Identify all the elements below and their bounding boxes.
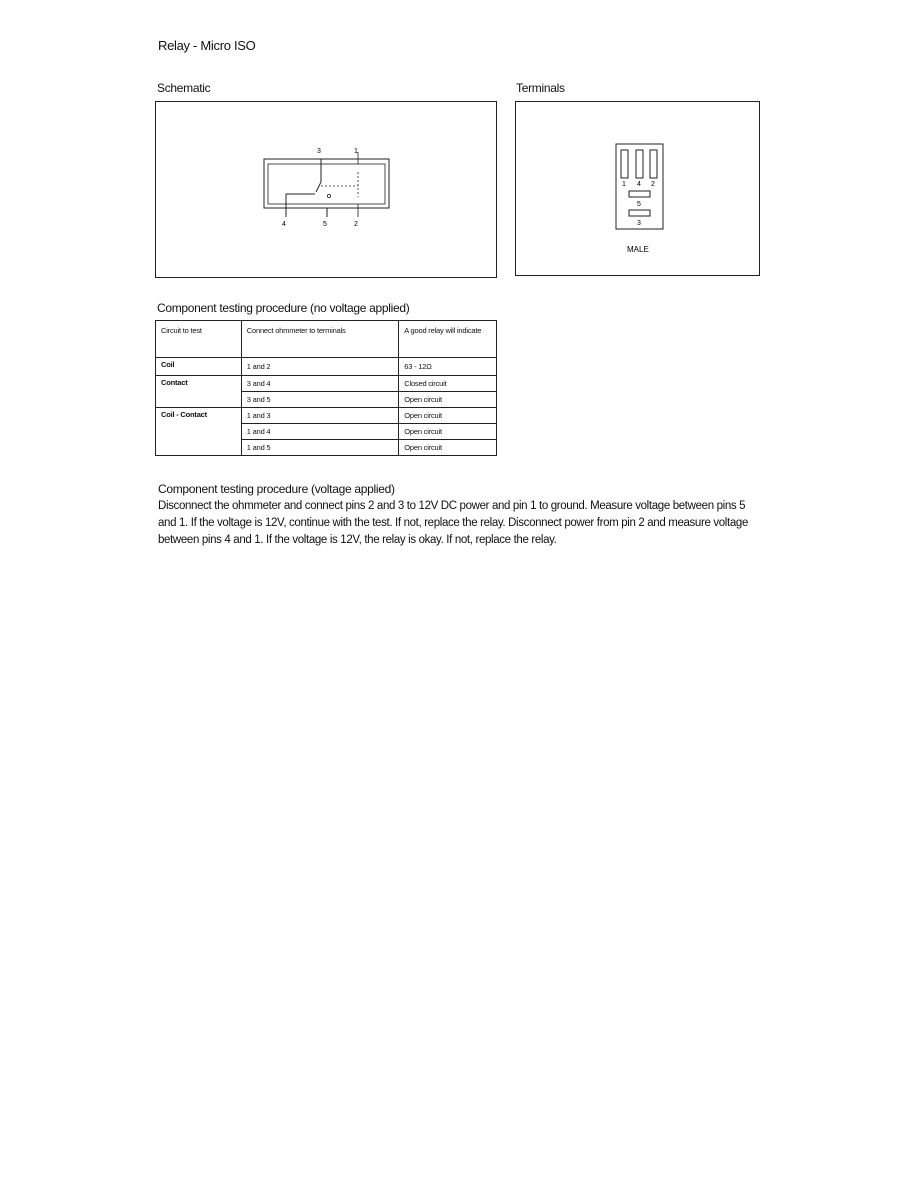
terminal-pin-4-label: 4 — [637, 181, 641, 188]
page-title: Relay - Micro ISO — [158, 38, 256, 53]
result-cell: Open circuit — [399, 440, 497, 456]
terminals-cell: 1 and 2 — [241, 358, 398, 376]
table-header-row — [156, 321, 497, 358]
circuit-cell: Coil — [156, 358, 242, 376]
no-voltage-test-table — [155, 320, 497, 456]
terminals-cell: 3 and 4 — [241, 376, 398, 392]
schematic-panel — [155, 101, 497, 278]
terminals-cell: 3 and 5 — [241, 392, 398, 408]
result-cell: Open circuit — [399, 408, 497, 424]
connector-diagram — [516, 102, 759, 275]
terminal-pin-3-label: 3 — [637, 220, 641, 227]
terminal-pin-5-label: 5 — [637, 201, 641, 208]
schematic-pin-3-label: 3 — [317, 148, 321, 155]
terminal-pin-2-label: 2 — [651, 181, 655, 188]
result-cell: Closed circuit — [399, 376, 497, 392]
schematic-pin-4-label: 4 — [282, 221, 286, 228]
table-row — [156, 358, 497, 376]
schematic-pin-5-label: 5 — [323, 221, 327, 228]
terminals-cell: 1 and 3 — [241, 408, 398, 424]
voltage-test-instructions: Disconnect the ohmmeter and connect pins 2 and 3 to 12V DC power and pin 1 to ground. Measure voltage between pins 5 and 1. If the voltage is 12V, continue with the test. If not, replace the relay. Disconnect power from pin 2 and measure voltage between pins 4 and 1. If the voltage is 12V, the relay is okay. If not, replace the relay. — [158, 500, 748, 546]
voltage-test-heading: Component testing procedure (voltage applied) — [158, 482, 395, 496]
no-voltage-test-heading: Component testing procedure (no voltage applied) — [157, 301, 410, 315]
table-row — [156, 408, 497, 424]
terminals-cell: 1 and 5 — [241, 440, 398, 456]
result-cell: 63 - 12Ω — [399, 358, 497, 376]
schematic-pin-1-label: 1 — [354, 148, 358, 155]
terminals-panel — [515, 101, 760, 276]
result-cell: Open circuit — [399, 392, 497, 408]
circuit-cell: Coil - Contact — [156, 408, 242, 456]
terminals-heading: Terminals — [516, 81, 565, 95]
column-header: Connect ohmmeter to terminals — [241, 321, 398, 358]
circuit-cell: Contact — [156, 376, 242, 408]
schematic-pin-2-label: 2 — [354, 221, 358, 228]
schematic-heading: Schematic — [157, 81, 211, 95]
result-cell: Open circuit — [399, 424, 497, 440]
relay-schematic-diagram — [156, 102, 496, 277]
connector-gender-label: MALE — [627, 245, 649, 254]
column-header: Circuit to test — [156, 321, 242, 358]
terminal-pin-1-label: 1 — [622, 181, 626, 188]
column-header: A good relay will indicate — [399, 321, 497, 358]
terminals-cell: 1 and 4 — [241, 424, 398, 440]
table-row — [156, 376, 497, 392]
